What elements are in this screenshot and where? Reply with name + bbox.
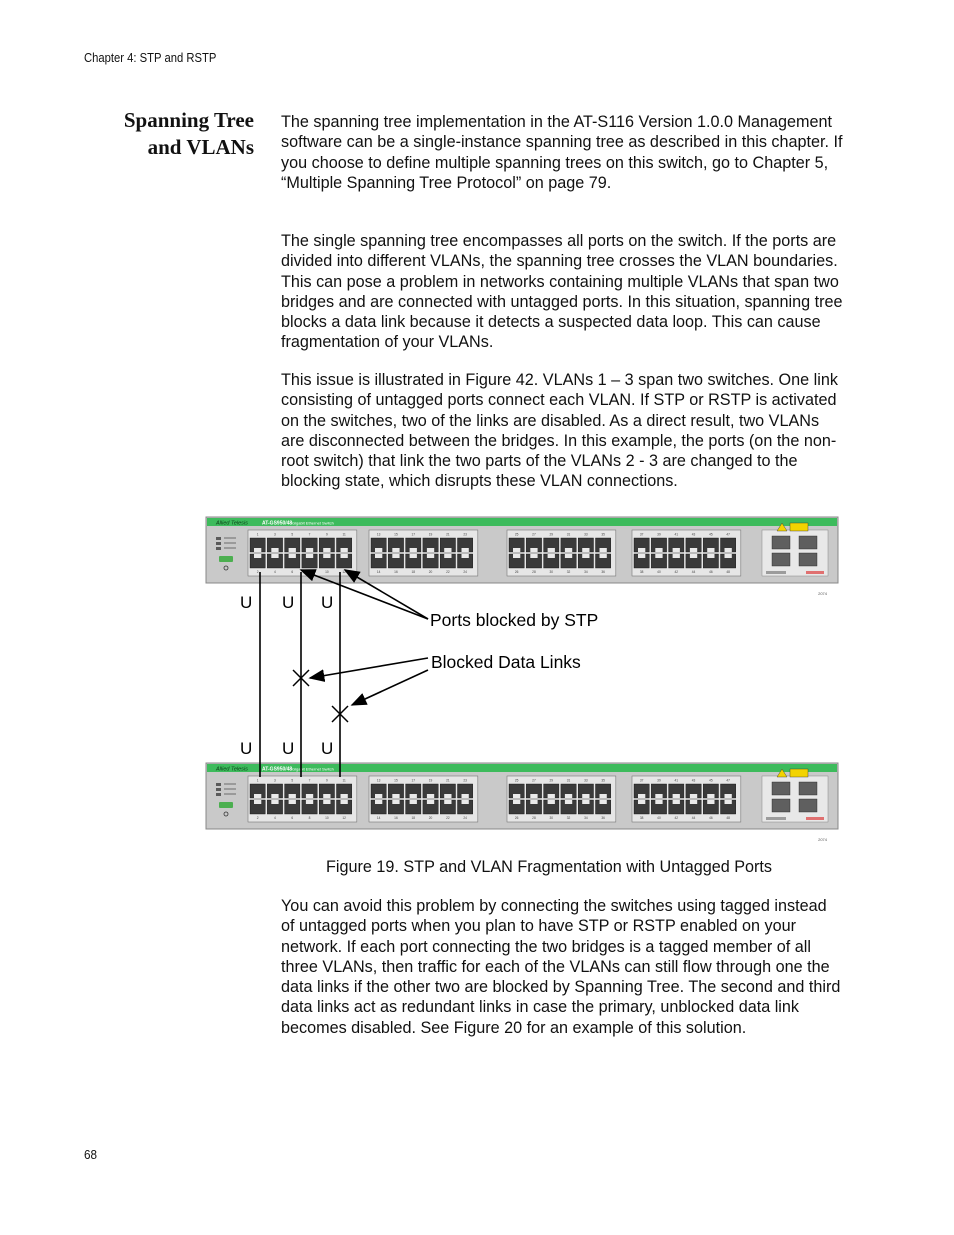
port-latch bbox=[341, 548, 348, 552]
port-latch bbox=[392, 548, 399, 552]
port-latch bbox=[323, 554, 330, 558]
port-number-top: 27 bbox=[532, 778, 536, 783]
port-number-bottom: 30 bbox=[549, 570, 554, 574]
status-led-icon bbox=[216, 547, 221, 550]
port-number-top: 7 bbox=[308, 532, 311, 537]
port-number-top: 25 bbox=[514, 532, 519, 537]
port-group bbox=[369, 776, 478, 822]
port-number-bottom: 6 bbox=[291, 570, 294, 574]
port-number-top: 1 bbox=[256, 778, 259, 783]
status-led-label bbox=[224, 547, 236, 549]
port-number-top: 29 bbox=[549, 532, 554, 537]
port-latch bbox=[530, 548, 537, 552]
port-latch bbox=[655, 548, 662, 552]
figure-number-label: 2074 bbox=[818, 837, 827, 842]
port-number-top: 7 bbox=[308, 778, 311, 783]
port-latch bbox=[427, 548, 434, 552]
port-latch bbox=[673, 548, 680, 552]
port-latch bbox=[673, 554, 680, 558]
port-number-bottom: 48 bbox=[726, 816, 730, 820]
port-latch bbox=[707, 554, 714, 558]
port-number-top: 35 bbox=[601, 778, 605, 783]
port-number-top: 9 bbox=[325, 778, 328, 783]
status-led-label bbox=[224, 793, 236, 795]
port-latch bbox=[548, 794, 555, 798]
port-number-top: 35 bbox=[601, 532, 605, 537]
status-led-label bbox=[224, 788, 236, 790]
port-number-top: 11 bbox=[342, 532, 346, 537]
port-group bbox=[507, 776, 616, 822]
port-latch bbox=[638, 800, 645, 804]
port-latch bbox=[530, 554, 537, 558]
switch-brand-text: Allied Telesis bbox=[216, 766, 248, 773]
port-number-top: 45 bbox=[709, 532, 713, 537]
port-latch bbox=[254, 548, 261, 552]
figure-caption: Figure 19. STP and VLAN Fragmentation with Untagged Ports bbox=[326, 858, 772, 876]
port-number-bottom: 22 bbox=[446, 816, 450, 820]
port-latch bbox=[289, 548, 296, 552]
port-number-bottom: 20 bbox=[428, 570, 433, 574]
port-latch bbox=[582, 554, 589, 558]
port-latch bbox=[427, 554, 434, 558]
port-number-bottom: 30 bbox=[549, 816, 554, 820]
stp-vlan-figure bbox=[206, 515, 840, 842]
sfp-slot-icon bbox=[799, 536, 817, 549]
port-latch bbox=[410, 554, 417, 558]
port-latch bbox=[271, 794, 278, 798]
page-number: 68 bbox=[84, 1147, 98, 1162]
port-latch bbox=[582, 800, 589, 804]
port-group bbox=[248, 776, 357, 822]
port-latch bbox=[323, 800, 330, 804]
untagged-label-top: U bbox=[240, 593, 253, 612]
port-number-top: 37 bbox=[639, 778, 644, 783]
port-number-top: 9 bbox=[325, 532, 328, 537]
status-led-icon bbox=[216, 537, 221, 540]
status-led-label bbox=[224, 783, 236, 785]
port-latch bbox=[375, 794, 382, 798]
port-latch bbox=[306, 554, 313, 558]
port-number-bottom: 40 bbox=[657, 570, 661, 574]
port-number-top: 27 bbox=[532, 532, 536, 537]
sfp-slot-icon bbox=[772, 799, 790, 812]
port-group bbox=[507, 530, 616, 576]
sfp-slot-icon bbox=[799, 799, 817, 812]
port-latch bbox=[600, 554, 607, 558]
port-latch bbox=[427, 800, 434, 804]
port-latch bbox=[341, 800, 348, 804]
port-latch bbox=[690, 794, 697, 798]
sfp-slot-icon bbox=[799, 782, 817, 795]
port-number-top: 17 bbox=[411, 778, 416, 783]
port-latch bbox=[254, 800, 261, 804]
port-number-top: 29 bbox=[549, 778, 554, 783]
port-number-bottom: 2 bbox=[256, 816, 259, 820]
port-latch bbox=[323, 548, 330, 552]
sfp-slot-icon bbox=[799, 553, 817, 566]
port-number-bottom: 20 bbox=[428, 816, 433, 820]
port-number-bottom: 14 bbox=[376, 570, 381, 574]
port-number-bottom: 16 bbox=[394, 570, 398, 574]
switch-subtitle-text: Gigabit Ethernet Switch bbox=[292, 520, 334, 526]
port-number-bottom: 18 bbox=[411, 816, 416, 820]
port-number-bottom: 10 bbox=[325, 816, 329, 820]
laser-label-icon bbox=[790, 523, 808, 531]
port-latch bbox=[638, 548, 645, 552]
port-latch bbox=[444, 548, 451, 552]
port-latch bbox=[375, 800, 382, 804]
untagged-label-top: U bbox=[321, 593, 334, 612]
port-group bbox=[632, 776, 741, 822]
switch-brand-text: Allied Telesis bbox=[216, 520, 248, 527]
port-latch bbox=[673, 794, 680, 798]
port-latch bbox=[392, 794, 399, 798]
port-number-top: 33 bbox=[584, 532, 588, 537]
port-latch bbox=[565, 548, 572, 552]
port-number-top: 17 bbox=[411, 532, 416, 537]
port-latch bbox=[289, 554, 296, 558]
port-latch bbox=[375, 548, 382, 552]
port-number-bottom: 36 bbox=[601, 570, 605, 574]
port-latch bbox=[673, 800, 680, 804]
port-latch bbox=[690, 548, 697, 552]
running-header: Chapter 4: STP and RSTP bbox=[84, 51, 217, 65]
port-number-top: 47 bbox=[726, 778, 730, 783]
laser-label-icon bbox=[790, 769, 808, 777]
port-number-bottom: 12 bbox=[342, 570, 346, 574]
port-number-top: 37 bbox=[639, 532, 644, 537]
port-number-bottom: 28 bbox=[532, 816, 536, 820]
sfp-slot-icon bbox=[772, 536, 790, 549]
port-latch bbox=[530, 800, 537, 804]
port-latch bbox=[462, 794, 469, 798]
sfp-slot-icon bbox=[772, 553, 790, 566]
body-paragraph-2: The single spanning tree encompasses all ports on the switch. If the ports are divided into different VLANs, the spanning tree crosses the VLAN boundaries. This can pose a problem in networks containing multiple VLANs that span two bridges and are connected with untagged ports. In this situation, spanning tree blocks a data link because it detects a suspected data loop. This can cause fragmentation of your VLANs. bbox=[281, 232, 843, 352]
port-latch bbox=[707, 794, 714, 798]
status-led-label bbox=[224, 537, 236, 539]
port-latch bbox=[444, 794, 451, 798]
port-number-top: 19 bbox=[428, 778, 433, 783]
port-group bbox=[632, 530, 741, 576]
port-number-bottom: 38 bbox=[639, 816, 644, 820]
status-led-icon bbox=[216, 783, 221, 786]
port-latch bbox=[462, 548, 469, 552]
port-number-top: 47 bbox=[726, 532, 730, 537]
status-led-icon bbox=[216, 542, 221, 545]
reset-button-icon bbox=[219, 556, 233, 562]
port-number-top: 19 bbox=[428, 532, 433, 537]
port-number-top: 43 bbox=[691, 532, 696, 537]
port-number-top: 15 bbox=[394, 778, 398, 783]
body-paragraph-3: This issue is illustrated in Figure 42. VLANs 1 – 3 span two switches. One link consisting of untagged ports connect each VLAN. If STP or RSTP is activated on the switches, two of the links are disabled. As a direct result, two VLANs are disconnected between the bridges. In this example, the ports (on the non-root switch) that link the two parts of the VLANs 2 - 3 are changed to the blocking state, which disrupts these VLAN connections. bbox=[281, 371, 838, 491]
port-number-bottom: 32 bbox=[566, 570, 571, 574]
port-latch bbox=[254, 554, 261, 558]
port-latch bbox=[392, 554, 399, 558]
port-latch bbox=[548, 548, 555, 552]
port-latch bbox=[444, 554, 451, 558]
port-latch bbox=[289, 794, 296, 798]
port-number-top: 39 bbox=[657, 778, 661, 783]
port-latch bbox=[655, 554, 662, 558]
port-latch bbox=[690, 800, 697, 804]
callout-ports-blocked: Ports blocked by STP bbox=[430, 610, 599, 630]
port-number-bottom: 48 bbox=[726, 570, 730, 574]
port-number-bottom: 32 bbox=[566, 816, 571, 820]
port-latch bbox=[707, 548, 714, 552]
port-latch bbox=[565, 554, 572, 558]
port-number-top: 13 bbox=[376, 778, 381, 783]
port-number-top: 5 bbox=[291, 532, 294, 537]
port-number-top: 41 bbox=[674, 532, 679, 537]
port-number-top: 43 bbox=[691, 778, 696, 783]
port-latch bbox=[582, 548, 589, 552]
port-latch bbox=[565, 800, 572, 804]
port-latch bbox=[655, 794, 662, 798]
port-number-bottom: 46 bbox=[709, 816, 713, 820]
port-number-top: 31 bbox=[566, 532, 571, 537]
port-latch bbox=[655, 800, 662, 804]
callout-arrow bbox=[352, 670, 428, 705]
port-latch bbox=[513, 794, 520, 798]
sfp-label bbox=[806, 571, 824, 574]
port-number-top: 11 bbox=[342, 778, 346, 783]
port-number-bottom: 42 bbox=[674, 816, 679, 820]
figure-number-label: 2074 bbox=[818, 591, 827, 596]
port-latch bbox=[638, 794, 645, 798]
untagged-label-bottom: U bbox=[240, 739, 253, 758]
port-group bbox=[369, 530, 478, 576]
port-number-bottom: 8 bbox=[308, 816, 311, 820]
port-latch bbox=[725, 800, 732, 804]
port-number-bottom: 22 bbox=[446, 570, 450, 574]
port-number-bottom: 26 bbox=[514, 570, 519, 574]
port-latch bbox=[513, 548, 520, 552]
port-latch bbox=[271, 548, 278, 552]
port-latch bbox=[392, 800, 399, 804]
switch-model-text: AT-GS950/48 bbox=[262, 520, 293, 527]
port-number-top: 13 bbox=[376, 532, 381, 537]
untagged-label-top: U bbox=[282, 593, 295, 612]
sfp-slot-icon bbox=[772, 782, 790, 795]
port-number-top: 1 bbox=[256, 532, 259, 537]
port-number-top: 23 bbox=[463, 532, 467, 537]
callout-blocked-links: Blocked Data Links bbox=[431, 652, 581, 672]
port-latch bbox=[530, 794, 537, 798]
port-number-top: 5 bbox=[291, 778, 294, 783]
switch-model-text: AT-GS950/48 bbox=[262, 766, 293, 773]
port-number-bottom: 44 bbox=[691, 570, 696, 574]
port-latch bbox=[254, 794, 261, 798]
reset-button-icon bbox=[219, 802, 233, 808]
port-number-top: 23 bbox=[463, 778, 467, 783]
port-latch bbox=[725, 554, 732, 558]
port-latch bbox=[410, 800, 417, 804]
port-latch bbox=[306, 548, 313, 552]
port-number-bottom: 46 bbox=[709, 570, 713, 574]
port-number-bottom: 36 bbox=[601, 816, 605, 820]
port-latch bbox=[341, 554, 348, 558]
port-number-top: 21 bbox=[446, 532, 450, 537]
sfp-label bbox=[806, 817, 824, 820]
port-number-bottom: 12 bbox=[342, 816, 346, 820]
port-number-bottom: 40 bbox=[657, 816, 661, 820]
sfp-label bbox=[766, 571, 786, 574]
port-number-bottom: 8 bbox=[308, 570, 311, 574]
port-number-top: 33 bbox=[584, 778, 588, 783]
status-led-icon bbox=[216, 788, 221, 791]
port-latch bbox=[444, 800, 451, 804]
port-latch bbox=[289, 800, 296, 804]
port-latch bbox=[548, 800, 555, 804]
port-number-top: 41 bbox=[674, 778, 679, 783]
port-latch bbox=[341, 794, 348, 798]
port-latch bbox=[600, 794, 607, 798]
port-number-bottom: 44 bbox=[691, 816, 696, 820]
port-latch bbox=[707, 800, 714, 804]
port-number-top: 31 bbox=[566, 778, 571, 783]
port-number-bottom: 24 bbox=[463, 816, 467, 820]
port-latch bbox=[375, 554, 382, 558]
switch-subtitle-text: Gigabit Ethernet Switch bbox=[292, 766, 334, 772]
status-led-icon bbox=[216, 793, 221, 796]
port-latch bbox=[462, 554, 469, 558]
port-latch bbox=[427, 794, 434, 798]
port-latch bbox=[271, 554, 278, 558]
port-number-bottom: 28 bbox=[532, 570, 536, 574]
port-number-top: 45 bbox=[709, 778, 713, 783]
port-latch bbox=[725, 794, 732, 798]
port-number-bottom: 26 bbox=[514, 816, 519, 820]
port-latch bbox=[690, 554, 697, 558]
port-number-bottom: 6 bbox=[291, 816, 294, 820]
port-latch bbox=[306, 794, 313, 798]
port-number-bottom: 38 bbox=[639, 570, 644, 574]
port-latch bbox=[548, 554, 555, 558]
untagged-label-bottom: U bbox=[321, 739, 334, 758]
untagged-label-bottom: U bbox=[282, 739, 295, 758]
port-number-bottom: 4 bbox=[274, 570, 276, 574]
port-number-bottom: 34 bbox=[584, 570, 588, 574]
port-latch bbox=[600, 548, 607, 552]
port-number-bottom: 4 bbox=[274, 816, 276, 820]
port-number-bottom: 42 bbox=[674, 570, 679, 574]
port-number-bottom: 2 bbox=[256, 570, 259, 574]
port-number-bottom: 14 bbox=[376, 816, 381, 820]
section-title-line-1: Spanning Tree bbox=[123, 108, 254, 132]
port-number-bottom: 34 bbox=[584, 816, 588, 820]
port-latch bbox=[565, 794, 572, 798]
port-latch bbox=[513, 800, 520, 804]
port-latch bbox=[271, 800, 278, 804]
status-led-label bbox=[224, 542, 236, 544]
port-number-bottom: 10 bbox=[325, 570, 329, 574]
port-latch bbox=[306, 800, 313, 804]
callout-arrow bbox=[310, 658, 428, 678]
port-latch bbox=[725, 548, 732, 552]
port-number-top: 3 bbox=[274, 778, 276, 783]
port-latch bbox=[513, 554, 520, 558]
port-number-top: 21 bbox=[446, 778, 450, 783]
port-latch bbox=[582, 794, 589, 798]
port-latch bbox=[323, 794, 330, 798]
port-number-top: 39 bbox=[657, 532, 661, 537]
port-group bbox=[248, 530, 357, 576]
port-number-bottom: 16 bbox=[394, 816, 398, 820]
body-paragraph-1: The spanning tree implementation in the AT-S116 Version 1.0.0 Management software can be a single-instance spanning tree as described in this chapter. If you choose to define multiple spanning trees on this switch, go to Chapter 5, “Multiple Spanning Tree Protocol” on page 79. bbox=[281, 113, 843, 192]
port-latch bbox=[410, 548, 417, 552]
port-latch bbox=[462, 800, 469, 804]
section-title-line-2: and VLANs bbox=[147, 135, 254, 159]
port-latch bbox=[410, 794, 417, 798]
port-number-top: 3 bbox=[274, 532, 276, 537]
port-number-bottom: 18 bbox=[411, 570, 416, 574]
section-title bbox=[80, 107, 254, 161]
sfp-label bbox=[766, 817, 786, 820]
port-number-top: 25 bbox=[514, 778, 519, 783]
port-number-top: 15 bbox=[394, 532, 398, 537]
port-number-bottom: 24 bbox=[463, 570, 467, 574]
port-latch bbox=[600, 800, 607, 804]
port-latch bbox=[638, 554, 645, 558]
body-paragraph-4: You can avoid this problem by connecting the switches using tagged instead of untagged ports when you plan to have STP or RSTP enabled on your network. If each port connecting the two bridges is a tagged member of all three VLANs, then traffic for each of the VLANs can still flow through one the data links if the other two are blocked by Spanning Tree. The second and third data links act as redundant links in case the primary, unblocked data link becomes disabled. See Figure 20 for an example of this solution. bbox=[281, 897, 841, 1037]
